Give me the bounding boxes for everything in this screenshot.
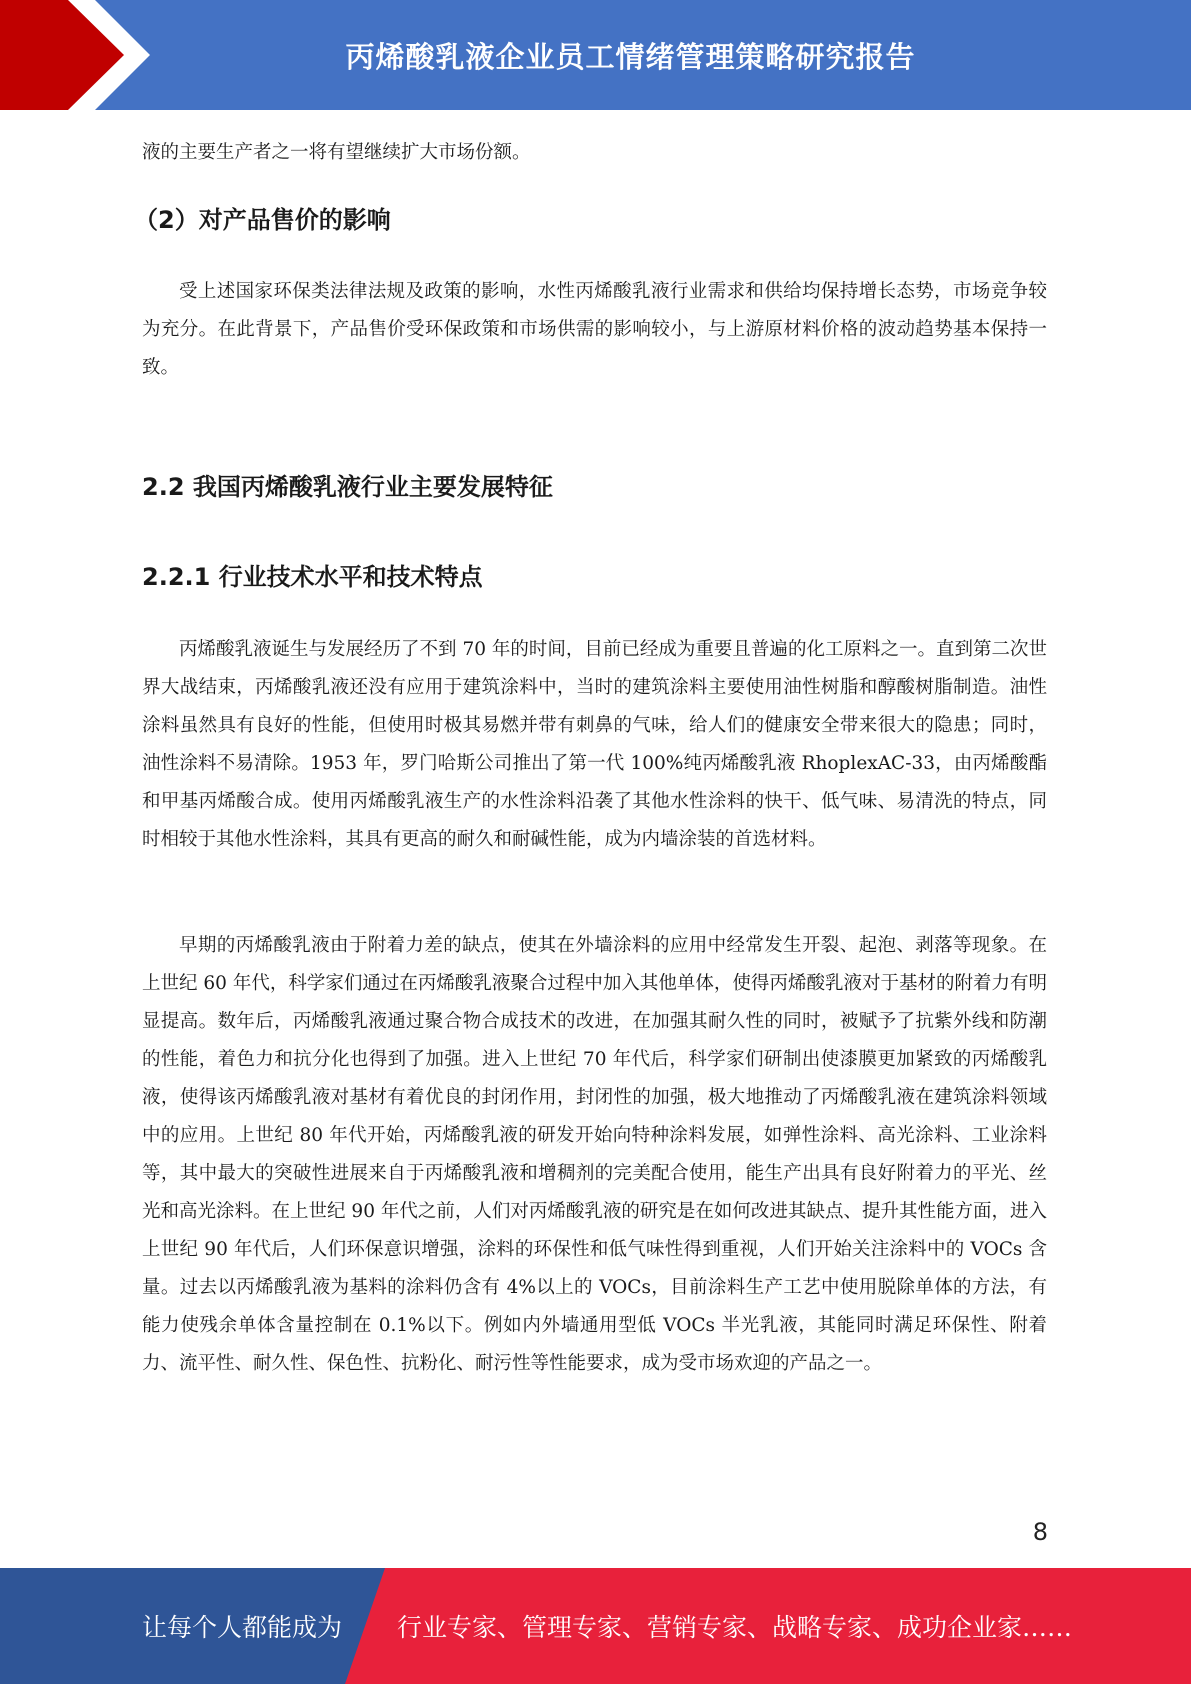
footer-slogan-left: 让每个人都能成为 (142, 1613, 343, 1642)
section-heading-2-2: 2.2 我国丙烯酸乳液行业主要发展特征 (142, 473, 553, 501)
paragraph-history: 丙烯酸乳液诞生与发展经历了不到 70 年的时间，目前已经成为重要且普遍的化工原料之一。直到第二次世界大战结束，丙烯酸乳液还没有应用于建筑涂料中，当时的建筑涂料主要使用油性树脂和醇酸树脂制造。油性涂料虽然具有良好的性能，但使用时极其易燃并带有刺鼻的气味，给人们的健康安全带来很大的隐患；同时，油性涂料不易清除。1953 年，罗门哈斯公司推出了第一代 100%纯丙烯酸乳液 RhoplexAC-33，由丙烯酸酯和甲基丙烯酸合成。使用丙烯酸乳液生产的水性涂料沿袭了其他水性涂料的快干、低气味、易清洗的特点，同时相较于其他水性涂料，其具有更高的耐久和耐碱性能，成为内墙涂装的首选材料。 (142, 639, 1047, 850)
page-number: 8 (1032, 1518, 1048, 1546)
paragraph-development: 早期的丙烯酸乳液由于附着力差的缺点，使其在外墙涂料的应用中经常发生开裂、起泡、剥落等现象。在上世纪 60 年代，科学家们通过在丙烯酸乳液聚合过程中加入其他单体，使得丙烯酸乳液对于基材的附着力有明显提高。数年后，丙烯酸乳液通过聚合物合成技术的改进，在加强其耐久性的同时，被赋予了抗紫外线和防潮的性能，着色力和抗分化也得到了加强。进入上世纪 70 年代后，科学家们研制出使漆膜更加紧致的丙烯酸乳液，使得该丙烯酸乳液对基材有着优良的封闭作用，封闭性的加强，极大地推动了丙烯酸乳液在建筑涂料领域中的应用。上世纪 80 年代开始，丙烯酸乳液的研发开始向特种涂料发展，如弹性涂料、高光涂料、工业涂料等，其中最大的突破性进展来自于丙烯酸乳液和增稠剂的完美配合使用，能生产出具有良好附着力的平光、丝光和高光涂料。在上世纪 90 年代之前，人们对丙烯酸乳液的研究是在如何改进其缺点、提升其性能方面，进入上世纪 90 年代后，人们环保意识增强，涂料的环保性和低气味性得到重视，人们开始关注涂料中的 VOCs 含量。过去以丙烯酸乳液为基料的涂料仍含有 4%以上的 VOCs，目前涂料生产工艺中使用脱除单体的方法，有能力使残余单体含量控制在 0.1%以下。例如内外墙通用型低 VOCs 半光乳液，其能同时满足环保性、附着力、流平性、耐久性、保色性、抗粉化、耐污性等性能要求，成为受市场欢迎的产品之一。 (142, 935, 1047, 1374)
header-arrow-icon (0, 0, 160, 110)
report-title: 丙烯酸乳液企业员工情绪管理策略研究报告 (345, 39, 916, 74)
subheading-price-impact: （2）对产品售价的影响 (134, 206, 391, 234)
paragraph-price: 受上述国家环保类法律法规及政策的影响，水性丙烯酸乳液行业需求和供给均保持增长态势，市场竞争较为充分。在此背景下，产品售价受环保政策和市场供需的影响较小，与上游原材料价格的波动趋势基本保持一致。 (142, 281, 1047, 378)
section-heading-2-2-1: 2.2.1 行业技术水平和技术特点 (142, 563, 483, 591)
footer-slogan-right: 行业专家、管理专家、营销专家、战略专家、成功企业家…… (397, 1613, 1073, 1642)
page-footer (0, 1568, 1191, 1684)
page-header (0, 0, 1191, 110)
intro-line: 液的主要生产者之一将有望继续扩大市场份额。 (142, 142, 531, 163)
